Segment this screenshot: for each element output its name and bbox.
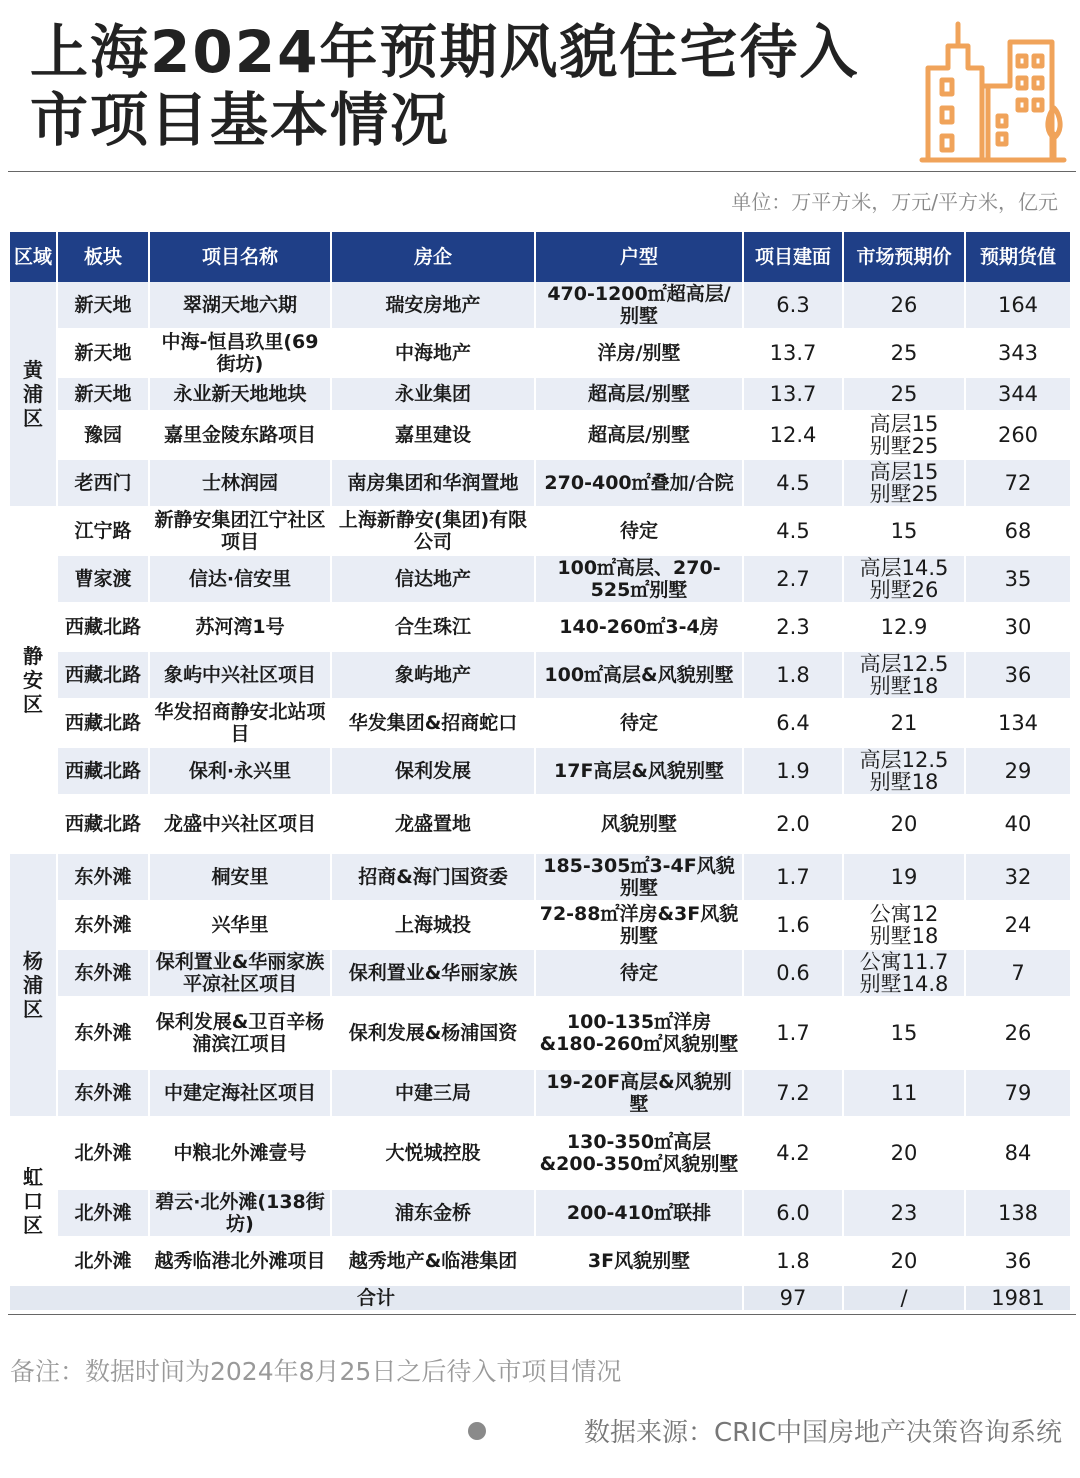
value-cell: 7 [966, 950, 1070, 998]
developer-cell: 招商&海门国资委 [332, 854, 536, 902]
project-name-cell: 象屿中兴社区项目 [150, 652, 332, 700]
value-cell: 68 [966, 508, 1070, 556]
project-name-cell: 士林润园 [150, 460, 332, 508]
project-name-cell: 碧云·北外滩(138街坊) [150, 1190, 332, 1238]
building-icon [918, 16, 1068, 164]
table-row [10, 950, 1070, 998]
plate-cell: 新天地 [58, 378, 150, 412]
price-cell: 公寓11.7 别墅14.8 [844, 950, 966, 998]
unit-type-cell: 19-20F高层&风貌别墅 [536, 1070, 744, 1118]
plate-cell: 东外滩 [58, 950, 150, 998]
footer-divider [8, 1314, 1076, 1315]
price-cell: 11 [844, 1070, 966, 1118]
value-cell: 36 [966, 1238, 1070, 1286]
unit-type-cell: 洋房/别墅 [536, 330, 744, 378]
table-row [10, 796, 1070, 854]
developer-cell: 保利发展&杨浦国资 [332, 998, 536, 1070]
table-row [10, 556, 1070, 604]
unit-type-cell: 超高层/别墅 [536, 412, 744, 460]
table-row [10, 700, 1070, 748]
unit-type-cell: 72-88㎡洋房&3F风貌别墅 [536, 902, 744, 950]
plate-cell: 豫园 [58, 412, 150, 460]
price-cell: 高层15 别墅25 [844, 412, 966, 460]
project-name-cell: 嘉里金陵东路项目 [150, 412, 332, 460]
column-header: 项目名称 [150, 232, 332, 282]
area-cell: 1.9 [744, 748, 844, 796]
column-header: 户型 [536, 232, 744, 282]
project-name-cell: 翠湖天地六期 [150, 282, 332, 330]
developer-cell: 浦东金桥 [332, 1190, 536, 1238]
plate-cell: 东外滩 [58, 1070, 150, 1118]
value-cell: 35 [966, 556, 1070, 604]
value-cell: 32 [966, 854, 1070, 902]
table-row [10, 604, 1070, 652]
developer-cell: 龙盛置地 [332, 796, 536, 854]
area-cell: 4.5 [744, 460, 844, 508]
price-cell: 高层12.5 别墅18 [844, 652, 966, 700]
table-row [10, 1070, 1070, 1118]
price-cell: 高层12.5 别墅18 [844, 748, 966, 796]
value-cell: 24 [966, 902, 1070, 950]
table-row [10, 652, 1070, 700]
table-row [10, 508, 1070, 556]
developer-cell: 大悦城控股 [332, 1118, 536, 1190]
table-row [10, 1118, 1070, 1190]
value-cell: 36 [966, 652, 1070, 700]
total-row [10, 1286, 1070, 1312]
plate-cell: 西藏北路 [58, 796, 150, 854]
unit-label: 单位：万平方米，万元/平方米，亿元 [731, 190, 1058, 214]
value-cell: 138 [966, 1190, 1070, 1238]
project-table [10, 232, 1070, 1312]
total-area-cell: 97 [744, 1286, 844, 1312]
area-cell: 4.2 [744, 1118, 844, 1190]
developer-cell: 嘉里建设 [332, 412, 536, 460]
project-name-cell: 永业新天地地块 [150, 378, 332, 412]
unit-type-cell: 待定 [536, 508, 744, 556]
developer-cell: 南房集团和华润置地 [332, 460, 536, 508]
value-cell: 26 [966, 998, 1070, 1070]
developer-cell: 华发集团&招商蛇口 [332, 700, 536, 748]
total-value-cell: 1981 [966, 1286, 1070, 1312]
column-header: 板块 [58, 232, 150, 282]
project-name-cell: 华发招商静安北站项目 [150, 700, 332, 748]
unit-type-cell: 100㎡高层、270-525㎡别墅 [536, 556, 744, 604]
region-label: 黄浦区 [23, 358, 43, 430]
unit-type-cell: 270-400㎡叠加/合院 [536, 460, 744, 508]
column-header: 市场预期价 [844, 232, 966, 282]
area-cell: 1.8 [744, 1238, 844, 1286]
price-cell: 20 [844, 1238, 966, 1286]
area-cell: 2.7 [744, 556, 844, 604]
region-label: 杨浦区 [23, 949, 43, 1021]
unit-type-cell: 17F高层&风貌别墅 [536, 748, 744, 796]
table-row [10, 282, 1070, 330]
plate-cell: 东外滩 [58, 854, 150, 902]
area-cell: 0.6 [744, 950, 844, 998]
table-row [10, 378, 1070, 412]
plate-cell: 西藏北路 [58, 652, 150, 700]
developer-cell: 瑞安房地产 [332, 282, 536, 330]
value-cell: 79 [966, 1070, 1070, 1118]
price-cell: 21 [844, 700, 966, 748]
area-cell: 6.0 [744, 1190, 844, 1238]
developer-cell: 象屿地产 [332, 652, 536, 700]
developer-cell: 保利发展 [332, 748, 536, 796]
value-cell: 260 [966, 412, 1070, 460]
project-name-cell: 中建定海社区项目 [150, 1070, 332, 1118]
project-name-cell: 越秀临港北外滩项目 [150, 1238, 332, 1286]
price-cell: 公寓12 别墅18 [844, 902, 966, 950]
developer-cell: 合生珠江 [332, 604, 536, 652]
unit-type-cell: 185-305㎡3-4F风貌别墅 [536, 854, 744, 902]
table-row [10, 412, 1070, 460]
project-name-cell: 龙盛中兴社区项目 [150, 796, 332, 854]
price-cell: 25 [844, 378, 966, 412]
plate-cell: 北外滩 [58, 1118, 150, 1190]
value-cell: 84 [966, 1118, 1070, 1190]
value-cell: 344 [966, 378, 1070, 412]
plate-cell: 新天地 [58, 330, 150, 378]
price-cell: 高层15 别墅25 [844, 460, 966, 508]
price-cell: 20 [844, 796, 966, 854]
region-label: 静安区 [23, 644, 43, 716]
price-cell: 高层14.5 别墅26 [844, 556, 966, 604]
project-name-cell: 兴华里 [150, 902, 332, 950]
value-cell: 72 [966, 460, 1070, 508]
area-cell: 1.7 [744, 998, 844, 1070]
unit-type-cell: 风貌别墅 [536, 796, 744, 854]
value-cell: 30 [966, 604, 1070, 652]
developer-cell: 中建三局 [332, 1070, 536, 1118]
unit-type-cell: 130-350㎡高层&200-350㎡风貌别墅 [536, 1118, 744, 1190]
area-cell: 7.2 [744, 1070, 844, 1118]
project-name-cell: 信达·信安里 [150, 556, 332, 604]
price-cell: 26 [844, 282, 966, 330]
data-source: 数据来源：CRIC中国房地产决策咨询系统 [583, 1418, 1062, 1448]
plate-cell: 西藏北路 [58, 748, 150, 796]
area-cell: 6.3 [744, 282, 844, 330]
unit-type-cell: 待定 [536, 950, 744, 998]
unit-type-cell: 100-135㎡洋房&180-260㎡风貌别墅 [536, 998, 744, 1070]
plate-cell: 西藏北路 [58, 604, 150, 652]
price-cell: 20 [844, 1118, 966, 1190]
developer-cell: 上海新静安(集团)有限公司 [332, 508, 536, 556]
value-cell: 134 [966, 700, 1070, 748]
table-row [10, 748, 1070, 796]
developer-cell: 保利置业&华丽家族 [332, 950, 536, 998]
area-cell: 2.0 [744, 796, 844, 854]
table-row [10, 1238, 1070, 1286]
column-header: 项目建面 [744, 232, 844, 282]
plate-cell: 江宁路 [58, 508, 150, 556]
region-cell [10, 282, 58, 508]
total-label: 合计 [10, 1286, 744, 1312]
developer-cell: 永业集团 [332, 378, 536, 412]
unit-type-cell: 待定 [536, 700, 744, 748]
area-cell: 1.6 [744, 902, 844, 950]
value-cell: 343 [966, 330, 1070, 378]
unit-type-cell: 140-260㎡3-4房 [536, 604, 744, 652]
area-cell: 1.7 [744, 854, 844, 902]
column-header: 区域 [10, 232, 58, 282]
bullet-dot [468, 1422, 486, 1440]
area-cell: 2.3 [744, 604, 844, 652]
area-cell: 6.4 [744, 700, 844, 748]
plate-cell: 东外滩 [58, 998, 150, 1070]
project-name-cell: 保利发展&卫百辛杨浦滨江项目 [150, 998, 332, 1070]
plate-cell: 北外滩 [58, 1238, 150, 1286]
value-cell: 29 [966, 748, 1070, 796]
developer-cell: 越秀地产&临港集团 [332, 1238, 536, 1286]
area-cell: 4.5 [744, 508, 844, 556]
area-cell: 1.8 [744, 652, 844, 700]
table-header-row [10, 232, 1070, 282]
region-cell [10, 508, 58, 854]
unit-type-cell: 200-410㎡联排 [536, 1190, 744, 1238]
project-name-cell: 新静安集团江宁社区项目 [150, 508, 332, 556]
price-cell: 15 [844, 998, 966, 1070]
table-row [10, 1190, 1070, 1238]
value-cell: 164 [966, 282, 1070, 330]
plate-cell: 老西门 [58, 460, 150, 508]
region-label: 虹口区 [23, 1165, 43, 1237]
plate-cell: 新天地 [58, 282, 150, 330]
column-header: 房企 [332, 232, 536, 282]
developer-cell: 中海地产 [332, 330, 536, 378]
project-name-cell: 保利·永兴里 [150, 748, 332, 796]
plate-cell: 东外滩 [58, 902, 150, 950]
value-cell: 40 [966, 796, 1070, 854]
price-cell: 23 [844, 1190, 966, 1238]
plate-cell: 曹家渡 [58, 556, 150, 604]
project-name-cell: 苏河湾1号 [150, 604, 332, 652]
project-name-cell: 保利置业&华丽家族平凉社区项目 [150, 950, 332, 998]
table-row [10, 330, 1070, 378]
project-name-cell: 中粮北外滩壹号 [150, 1118, 332, 1190]
table-row [10, 998, 1070, 1070]
page-title: 上海2024年预期风貌住宅待入市项目基本情况 [30, 18, 860, 154]
unit-type-cell: 3F风貌别墅 [536, 1238, 744, 1286]
unit-type-cell: 470-1200㎡超高层/别墅 [536, 282, 744, 330]
area-cell: 12.4 [744, 412, 844, 460]
price-cell: 12.9 [844, 604, 966, 652]
price-cell: 15 [844, 508, 966, 556]
footnote: 备注：数据时间为2024年8月25日之后待入市项目情况 [10, 1357, 622, 1386]
header-divider [8, 171, 1076, 172]
developer-cell: 信达地产 [332, 556, 536, 604]
price-cell: 25 [844, 330, 966, 378]
unit-type-cell: 100㎡高层&风貌别墅 [536, 652, 744, 700]
plate-cell: 北外滩 [58, 1190, 150, 1238]
area-cell: 13.7 [744, 330, 844, 378]
region-cell [10, 854, 58, 1118]
area-cell: 13.7 [744, 378, 844, 412]
plate-cell: 西藏北路 [58, 700, 150, 748]
total-price-cell: / [844, 1286, 966, 1312]
project-name-cell: 中海-恒昌玖里(69街坊) [150, 330, 332, 378]
project-name-cell: 桐安里 [150, 854, 332, 902]
developer-cell: 上海城投 [332, 902, 536, 950]
table-row [10, 902, 1070, 950]
table-row [10, 460, 1070, 508]
unit-type-cell: 超高层/别墅 [536, 378, 744, 412]
region-cell [10, 1118, 58, 1286]
table-row [10, 854, 1070, 902]
price-cell: 19 [844, 854, 966, 902]
column-header: 预期货值 [966, 232, 1070, 282]
